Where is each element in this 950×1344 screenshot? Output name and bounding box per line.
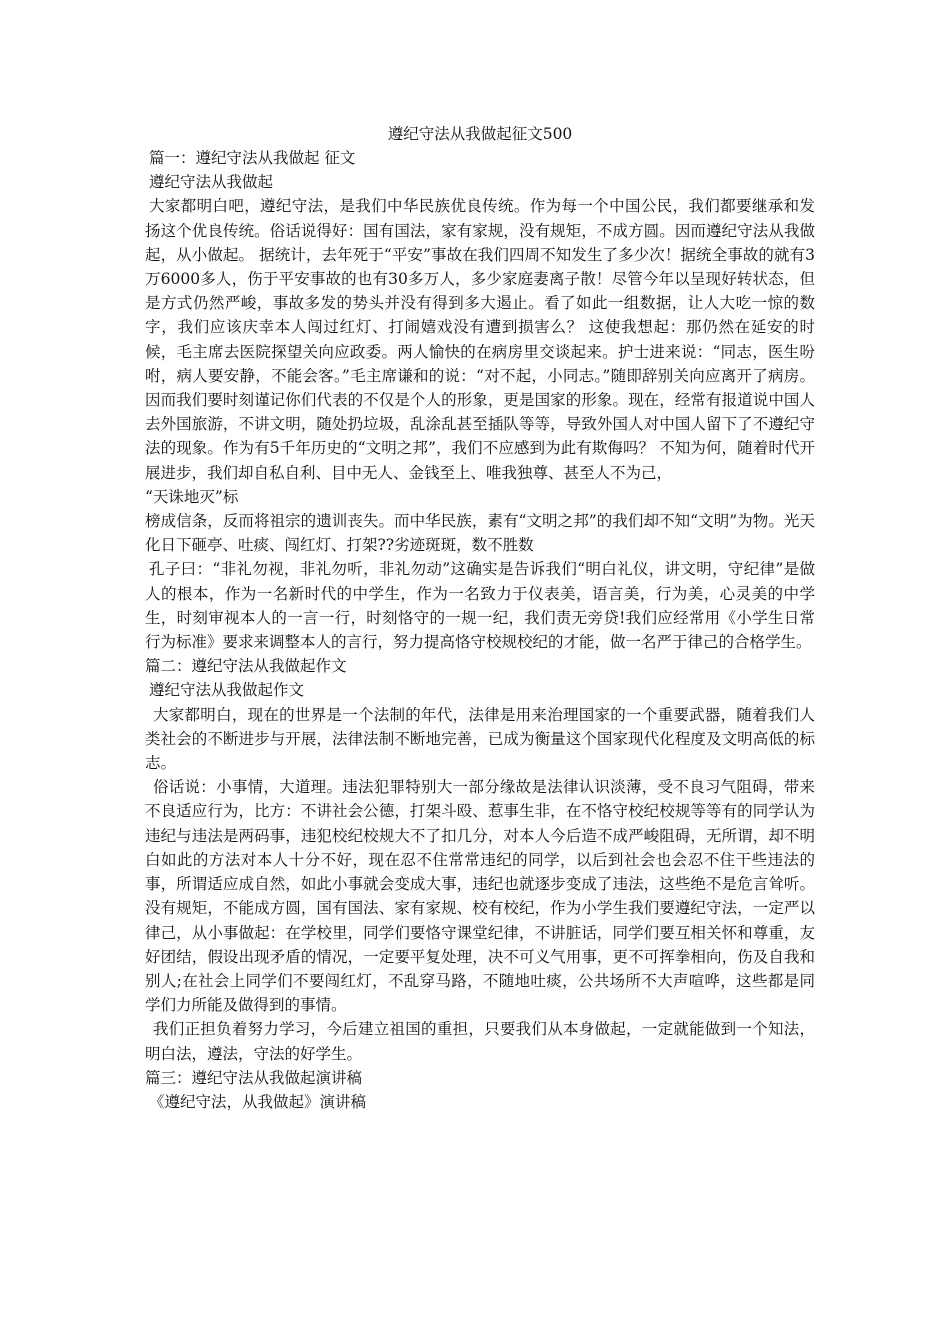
- section2-paragraph-1: 大家都明白，现在的世界是一个法制的年代，法律是用来治理国家的一个重要武器，随着我们人类社会的不断进步与开展，法律法制不断地完善，已成为衡量这个国家现代化程度及文明高低的标志。: [145, 705, 815, 773]
- section1-paragraph-3: 孔子曰：“非礼勿视，非礼勿听，非礼勿动”这确实是告诉我们“明白礼仪，讲文明，守纪律”是做人的根本，作为一名新时代的中学生，作为一名致力于仪表美，语言美，行为美，心灵美的中学生，时刻审视本人的一言一行，时刻恪守的一规一纪，我们责无旁贷!我们应经常用《小学生日常行为标准》要求来调整本人的言行，努力提高恪守校规校纪的才能，做一名严于律己的合格学生。: [145, 560, 815, 652]
- section2-subheading: 遵纪守法从我做起作文: [149, 681, 305, 700]
- section1-heading: 篇一：遵纪守法从我做起 征文: [149, 149, 356, 167]
- section1-paragraph-1: 大家都明白吧，遵纪守法，是我们中华民族优良传统。作为每一个中国公民，我们都要继承和发扬这个优良传统。俗话说得好：国有国法，家有家规，没有规矩，不成方圆。因而遵纪守法从我做起，从小做起。 据统计，去年死于“平安”事故在我们四周不知发生了多少次！据统全事故的就有3万6000多人，伤于平安事故的也有30多万人，多少家庭妻离子散！尽管今年以呈现好转状态，但是方式仍然严峻，事故多发的势头并没有得到多大遏止。看了如此一组数据，让人大吃一惊的数字，我们应该庆幸本人闯过红灯、打闹嬉戏没有遭到损害么？ 这使我想起：那仍然在延安的时候，毛主席去医院探望关向应政委。两人愉快的在病房里交谈起来。护士进来说：“同志，医生吩咐，病人要安静，不能会客。”毛主席谦和的说：“对不起，小同志。”随即辞别关向应离开了病房。 因而我们要时刻谨记你们代表的不仅是个人的形象，更是国家的形象。现在，经常有报道说中国人去外国旅游，不讲文明，随处扔垃圾，乱涂乱甚至插队等等，导致外国人对中国人留下了不遵纪守法的现象。作为有5千年历史的“文明之邦”，我们不应感到为此有欺侮吗？ 不知为何，随着时代开展进步，我们却自私自利、目中无人、金钱至上、唯我独尊、甚至人不为己，: [145, 197, 815, 482]
- document-title: 遵纪守法从我做起征文500: [387, 125, 573, 143]
- section1-subheading: 遵纪守法从我做起: [149, 173, 274, 192]
- section1-paragraph-2: 榜成信条，反而将祖宗的遗训丧失。而中华民族，素有“文明之邦”的我们却不知“文明”为物。光天化日下砸亭、吐痰、闯红灯、打架??劣迹斑斑，数不胜数: [145, 512, 815, 555]
- document-page: [145, 122, 815, 1114]
- section1-paragraph-1-continuation: “天诛地灭”标: [145, 487, 239, 506]
- section2-heading: 篇二：遵纪守法从我做起作文: [145, 657, 347, 676]
- section3-heading: 篇三：遵纪守法从我做起演讲稿: [145, 1068, 363, 1087]
- section2-paragraph-3: 我们正担负着努力学习，今后建立祖国的重担，只要我们从本身做起，一定就能做到一个知法，明白法，遵法，守法的好学生。: [145, 1020, 815, 1063]
- section3-subheading: 《遵纪守法，从我做起》演讲稿: [149, 1092, 367, 1111]
- section2-paragraph-2: 俗话说：小事情，大道理。违法犯罪特别大一部分缘故是法律认识淡薄，受不良习气阻碍，带来不良适应行为，比方：不讲社会公德，打架斗殴、惹事生非，在不恪守校纪校规等等有的同学认为违纪与违法是两码事，违犯校纪校规大不了扣几分，对本人今后造不成严峻阻碍，无所谓，却不明白如此的方法对本人十分不好，现在忍不住常常违纪的同学，以后到社会也会忍不住干些违法的事，所谓适应成自然，如此小事就会变成大事，违纪也就逐步变成了违法，这些绝不是危言耸听。没有规矩，不能成方圆，国有国法、家有家规、校有校纪，作为小学生我们要遵纪守法，一定严以律己，从小事做起：在学校里，同学们要恪守课堂纪律，不讲脏话，同学们要互相关怀和尊重，友好团结，假设出现矛盾的情况，一定要平复处理，决不可义气用事，更不可挥拳相向，伤及自我和别人;在社会上同学们不要闯红灯，不乱穿马路，不随地吐痰，公共场所不大声喧哗，这些都是同学们力所能及做得到的事情。: [145, 778, 815, 1015]
